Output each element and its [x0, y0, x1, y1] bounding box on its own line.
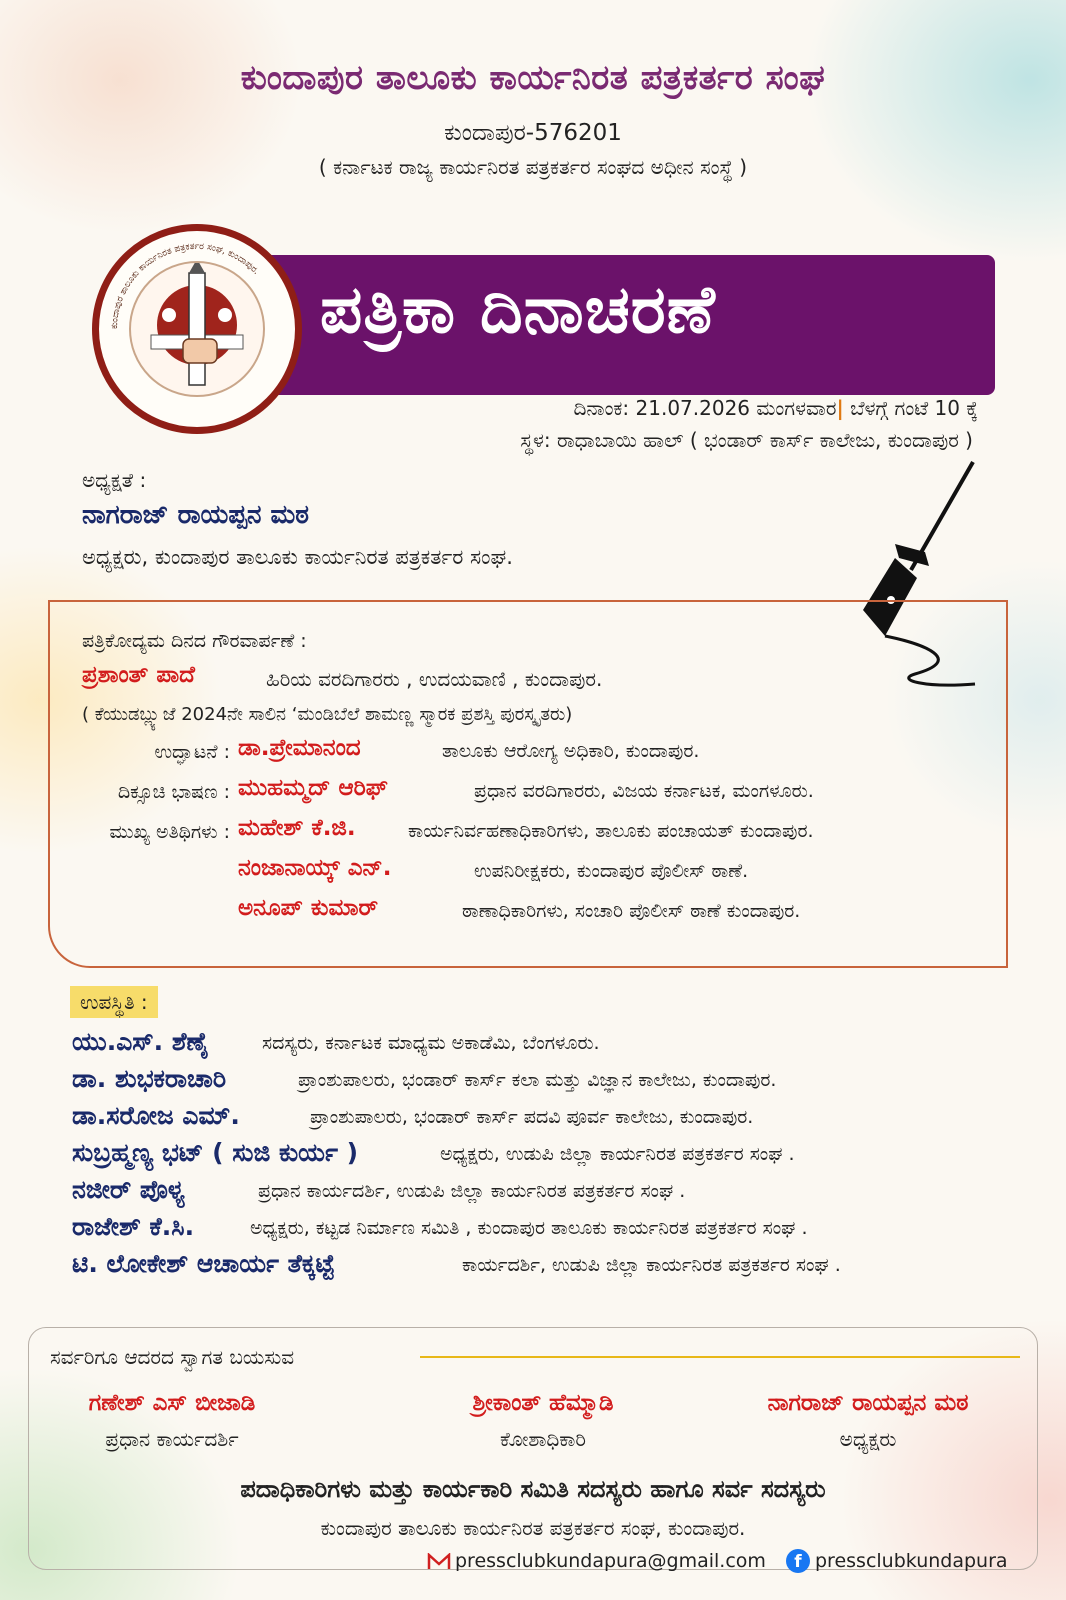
event-title: ಪತ್ರಿಕಾ ದಿನಾಚರಣೆ	[320, 271, 716, 348]
program-label: ದಿಕ್ಸೂಚಿ ಭಾಷಣ :	[117, 781, 230, 803]
mail-icon	[427, 1553, 451, 1571]
org-footer-line: ಕುಂದಾಪುರ ತಾಲೂಕು ಕಾರ್ಯನಿರತ ಪತ್ರಕರ್ತರ ಸಂಘ, ಕುಂದಾಪುರ.	[320, 1516, 746, 1540]
presidency-label: ಅಧ್ಯಕ್ಷತೆ :	[82, 468, 147, 492]
org-address: ಕುಂದಾಪುರ-576201	[444, 120, 622, 146]
event-date-time	[573, 396, 978, 420]
guest-name: ಡಾ.ಸರೋಜ ಎಮ್.	[72, 1101, 240, 1130]
guest-designation: ಪ್ರಾಂಶುಪಾಲರು, ಭಂಡಾರ್ ಕಾರ್ಸ್ ಕಲಾ ಮತ್ತು ವಿಜ್ಞಾನ ಕಾಲೇಜು, ಕುಂದಾಪುರ.	[298, 1069, 777, 1091]
guest-name: ಯು.ಎಸ್. ಶೆಣೈ	[72, 1027, 209, 1056]
honouree-name: ಪ್ರಶಾಂತ್ ಪಾದೆ	[82, 662, 195, 688]
program-name: ಅನೂಪ್ ಕುಮಾರ್	[238, 895, 379, 921]
date-separator: |	[836, 396, 844, 420]
guest-designation: ಅಧ್ಯಕ್ಷರು, ಉಡುಪಿ ಜಿಲ್ಲಾ ಕಾರ್ಯನಿರತ ಪತ್ರಕರ್ತರ ಸಂಘ .	[440, 1143, 795, 1165]
facebook-icon: f	[786, 1549, 810, 1573]
program-name: ಮುಹಮ್ಮದ್ ಆರಿಫ್	[238, 775, 388, 801]
guest-name: ಟಿ. ಲೋಕೇಶ್ ಆಚಾರ್ಯ ತೆಕ್ಕಟ್ಟೆ	[72, 1249, 335, 1278]
program-designation: ಠಾಣಾಧಿಕಾರಿಗಳು, ಸಂಚಾರಿ ಪೊಲೀಸ್ ಠಾಣೆ ಕುಂದಾಪುರ.	[462, 900, 801, 922]
program-label: ಉದ್ಘಾಟನೆ :	[154, 741, 230, 763]
guest-designation: ಸದಸ್ಯರು, ಕರ್ನಾಟಕ ಮಾಧ್ಯಮ ಅಕಾಡೆಮಿ, ಬೆಂಗಳೂರು.	[262, 1032, 600, 1054]
guest-name: ನಜೀರ್ ಪೊಳ್ಯ	[72, 1175, 185, 1204]
honouree-award-note: ( ಕೆಯುಡಬ್ಲ್ಯುಜೆ 2024ನೇ ಸಾಲಿನ ‘ಮಂಡಿಬೆಲೆ ಶಾಮಣ್ಣ ಸ್ಮಾರಕ ಪ್ರಶಸ್ತಿ ಪುರಸ್ಕೃತರು)	[82, 704, 573, 725]
title-banner	[250, 255, 995, 395]
presidency-designation: ಅಧ್ಯಕ್ಷರು, ಕುಂದಾಪುರ ತಾಲೂಕು ಕಾರ್ಯನಿರತ ಪತ್ರಕರ್ತರ ಸಂಘ.	[82, 545, 513, 569]
guest-designation: ಕಾರ್ಯದರ್ಶಿ, ಉಡುಪಿ ಜಿಲ್ಲಾ ಕಾರ್ಯನಿರತ ಪತ್ರಕರ್ತರ ಸಂಘ .	[462, 1254, 841, 1276]
members-line: ಪದಾಧಿಕಾರಿಗಳು ಮತ್ತು ಕಾರ್ಯಕಾರಿ ಸಮಿತಿ ಸದಸ್ಯರು ಹಾಗೂ ಸರ್ವ ಸದಸ್ಯರು	[240, 1475, 826, 1503]
signatory-role: ಪ್ರಧಾನ ಕಾರ್ಯದರ್ಶಿ	[105, 1427, 239, 1451]
program-name: ಮಹೇಶ್ ಕೆ.ಜಿ.	[238, 815, 356, 841]
honouree-designation: ಹಿರಿಯ ವರದಿಗಾರರು , ಉದಯವಾಣಿ , ಕುಂದಾಪುರ.	[266, 667, 603, 691]
signatory-name: ಗಣೇಶ್ ಎಸ್ ಬೀಜಾಡಿ	[88, 1390, 256, 1416]
guest-designation: ಪ್ರಧಾನ ಕಾರ್ಯದರ್ಶಿ, ಉಡುಪಿ ಜಿಲ್ಲಾ ಕಾರ್ಯನಿರತ ಪತ್ರಕರ್ತರ ಸಂಘ .	[258, 1180, 686, 1202]
event-time: ಬೆಳಗ್ಗೆ ಗಂಟೆ 10 ಕ್ಕೆ	[850, 396, 978, 420]
facebook-link[interactable]: pressclubkundapura	[815, 1550, 1008, 1572]
org-title: ಕುಂದಾಪುರ ತಾಲೂಕು ಕಾರ್ಯನಿರತ ಪತ್ರಕರ್ತರ ಸಂಘ	[240, 58, 826, 98]
welcome-text: ಸರ್ವರಿಗೂ ಆದರದ ಸ್ವಾಗತ ಬಯಸುವ	[50, 1345, 295, 1369]
signatory-name: ಶ್ರೀಕಾಂತ್ ಹೆಮ್ಮಾಡಿ	[472, 1390, 614, 1416]
program-name: ನಂಜಾನಾಯ್ಕ್ ಎನ್.	[238, 855, 392, 881]
guest-designation: ಪ್ರಾಂಶುಪಾಲರು, ಭಂಡಾರ್ ಕಾರ್ಸ್ ಪದವಿ ಪೂರ್ವ ಕಾಲೇಜು, ಕುಂದಾಪುರ.	[310, 1106, 754, 1128]
pen-hand-icon	[131, 263, 263, 395]
guest-name: ಡಾ. ಶುಭಕರಾಚಾರಿ	[72, 1064, 227, 1093]
program-name: ಡಾ.ಪ್ರೇಮಾನಂದ	[238, 735, 361, 761]
event-venue: ಸ್ಥಳ: ರಾಧಾಬಾಯಿ ಹಾಲ್ ( ಭಂಡಾರ್ ಕಾರ್ಸ್ ಕಾಲೇಜು, ಕುಂದಾಪುರ )	[520, 428, 973, 452]
program-designation: ತಾಲೂಕು ಆರೋಗ್ಯ ಅಧಿಕಾರಿ, ಕುಂದಾಪುರ.	[442, 740, 700, 762]
signatory-role: ಕೋಶಾಧಿಕಾರಿ	[500, 1427, 586, 1451]
attendance-label: ಉಪಸ್ಥಿತಿ :	[70, 986, 158, 1018]
guest-name: ರಾಜೇಶ್ ಕೆ.ಸಿ.	[72, 1212, 195, 1241]
association-emblem	[92, 224, 302, 434]
emblem-ring-label: ಕುಂದಾಪುರ ತಾಲೂಕು ಕಾರ್ಯನಿರತ ಪತ್ರಕರ್ತರ ಸಂಘ, ಕುಂದಾಪುರ.	[109, 241, 261, 330]
guest-name: ಸುಬ್ರಹ್ಮಣ್ಯ ಭಟ್ ( ಸುಜಿ ಕುರ್ಯ )	[72, 1138, 359, 1167]
program-designation: ಪ್ರಧಾನ ವರದಿಗಾರರು, ವಿಜಯ ಕರ್ನಾಟಕ, ಮಂಗಳೂರು.	[474, 780, 814, 802]
email-link[interactable]: pressclubkundapura@gmail.com	[455, 1550, 766, 1572]
event-date: ದಿನಾಂಕ: 21.07.2026 ಮಂಗಳವಾರ	[573, 396, 837, 420]
program-label: ಮುಖ್ಯ ಅತಿಥಿಗಳು :	[109, 821, 230, 843]
welcome-divider	[420, 1356, 1020, 1358]
signatory-name: ನಾಗರಾಜ್ ರಾಯಪ್ಪನ ಮಠ	[767, 1390, 969, 1416]
guest-designation: ಅಧ್ಯಕ್ಷರು, ಕಟ್ಟಡ ನಿರ್ಮಾಣ ಸಮಿತಿ , ಕುಂದಾಪುರ ತಾಲೂಕು ಕಾರ್ಯನಿರತ ಪತ್ರಕರ್ತರ ಸಂಘ .	[250, 1217, 808, 1239]
signatory-role: ಅಧ್ಯಕ್ಷರು	[839, 1427, 897, 1451]
org-affiliation: ( ಕರ್ನಾಟಕ ರಾಜ್ಯ ಕಾರ್ಯನಿರತ ಪತ್ರಕರ್ತರ ಸಂಘದ ಅಧೀನ ಸಂಸ್ಥೆ )	[318, 155, 748, 179]
program-designation: ಉಪನಿರೀಕ್ಷಕರು, ಕುಂದಾಪುರ ಪೊಲೀಸ್ ಠಾಣೆ.	[474, 860, 749, 882]
program-designation: ಕಾರ್ಯನಿರ್ವಹಣಾಧಿಕಾರಿಗಳು, ತಾಲೂಕು ಪಂಚಾಯತ್ ಕುಂದಾಪುರ.	[408, 820, 814, 842]
honour-label: ಪತ್ರಿಕೋದ್ಯಮ ದಿನದ ಗೌರವಾರ್ಪಣೆ :	[82, 630, 307, 652]
presidency-name: ನಾಗರಾಜ್ ರಾಯಪ್ಪನ ಮಠ	[82, 500, 310, 530]
emblem-center	[129, 261, 265, 397]
